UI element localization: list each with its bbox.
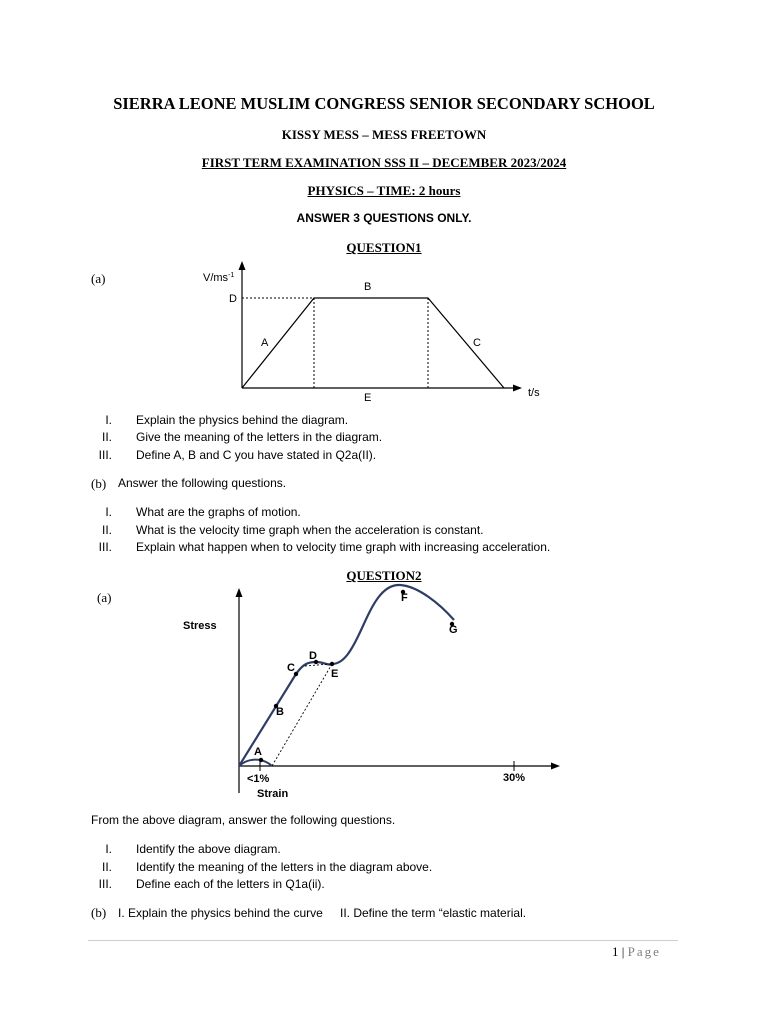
q2-part-b-label: (b) <box>91 905 107 920</box>
q2-item-1: Identify the above diagram. <box>136 842 281 856</box>
q2-part-a-label: (a) <box>97 590 112 605</box>
q2-item-2-num: II. <box>101 860 112 874</box>
q1-a-item-1: Explain the physics behind the diagram. <box>136 413 349 427</box>
q2-item-3-num: III. <box>98 877 112 891</box>
q2-point-A <box>259 758 263 762</box>
q2-item-2: Identify the meaning of the letters in the diagram above. <box>136 860 433 874</box>
page-separator: | <box>621 944 625 959</box>
q1-b-item-1: What are the graphs of motion. <box>136 505 301 519</box>
q2-label-A: A <box>254 746 262 758</box>
q1-x-unit: t/s <box>528 387 540 399</box>
q2-tick-1-label: <1% <box>247 773 270 785</box>
instruction: ANSWER 3 QUESTIONS ONLY. <box>296 211 472 225</box>
question2-title: QUESTION2 <box>346 568 422 583</box>
q2-stress-strain-curve <box>239 585 454 766</box>
q2-label-C: C <box>287 662 295 674</box>
q1-b-item-3: Explain what happen when to velocity time graph with increasing acceleration. <box>136 540 551 554</box>
q2-x-label: Strain <box>257 788 289 800</box>
subject-time: PHYSICS – TIME: 2 hours <box>307 183 461 198</box>
q2-item-1-num: I. <box>105 842 112 856</box>
q1-y-axis-arrow <box>239 261 246 270</box>
q1-b-item-2: What is the velocity time graph when the acceleration is constant. <box>136 523 484 537</box>
q2-tick-2-label: 30% <box>503 772 526 784</box>
q1-a-item-1-num: I. <box>105 413 112 427</box>
q1-b-item-1-num: I. <box>105 505 112 519</box>
q2-x-axis-arrow <box>551 763 560 770</box>
q1-a-item-2: Give the meaning of the letters in the diagram. <box>136 430 383 444</box>
exam-title: FIRST TERM EXAMINATION SSS II – DECEMBER 2023/2024 <box>201 155 567 170</box>
q1-graph-line <box>242 298 504 388</box>
q2-label-B: B <box>276 706 284 718</box>
q1-label-A: A <box>261 337 269 349</box>
q2-item-3: Define each of the letters in Q1a(ii). <box>136 877 325 891</box>
q2-small-loop-A <box>239 760 272 766</box>
q1-a-item-3: Define A, B and C you have stated in Q2a(II). <box>136 448 377 462</box>
velocity-time-graph <box>0 0 768 420</box>
q2-point-E <box>330 662 334 666</box>
q1-b-item-3-num: III. <box>98 540 112 554</box>
q1-a-item-2-num: II. <box>101 430 112 444</box>
q2-label-D: D <box>309 650 317 662</box>
q2-label-F: F <box>401 592 408 604</box>
page-number: 1 <box>612 944 619 959</box>
q1-label-C: C <box>473 337 481 349</box>
q2-label-E: E <box>331 668 339 680</box>
q1-label-B: B <box>364 281 372 293</box>
q1-label-D: D <box>229 293 237 305</box>
q1-x-axis-arrow <box>513 385 522 392</box>
q1-part-b-text: Answer the following questions. <box>118 476 287 490</box>
page-footer <box>612 944 661 960</box>
q2-part-b-text-1: I. Explain the physics behind the curve <box>118 906 323 920</box>
footer-divider <box>88 940 678 941</box>
school-location: KISSY MESS – MESS FREETOWN <box>281 127 487 142</box>
q2-label-G: G <box>449 624 458 636</box>
q2-y-axis-arrow <box>236 588 243 597</box>
question1-title: QUESTION1 <box>346 240 422 255</box>
q1-b-item-2-num: II. <box>101 523 112 537</box>
q2-y-label: Stress <box>183 620 217 632</box>
q1-label-E: E <box>364 392 372 404</box>
q1-a-item-3-num: III. <box>98 448 112 462</box>
q2-intro: From the above diagram, answer the following questions. <box>91 813 396 827</box>
school-name: SIERRA LEONE MUSLIM CONGRESS SENIOR SECONDARY SCHOOL <box>113 94 655 113</box>
q1-part-b-label: (b) <box>91 476 107 491</box>
page-word: Page <box>627 944 661 959</box>
q1-part-a-label: (a) <box>91 271 106 286</box>
q2-part-b-text-2: II. Define the term “elastic material. <box>340 906 527 920</box>
q1-y-unit: $V/ms^{-1}$ <box>203 272 235 284</box>
stress-strain-graph <box>0 570 768 810</box>
